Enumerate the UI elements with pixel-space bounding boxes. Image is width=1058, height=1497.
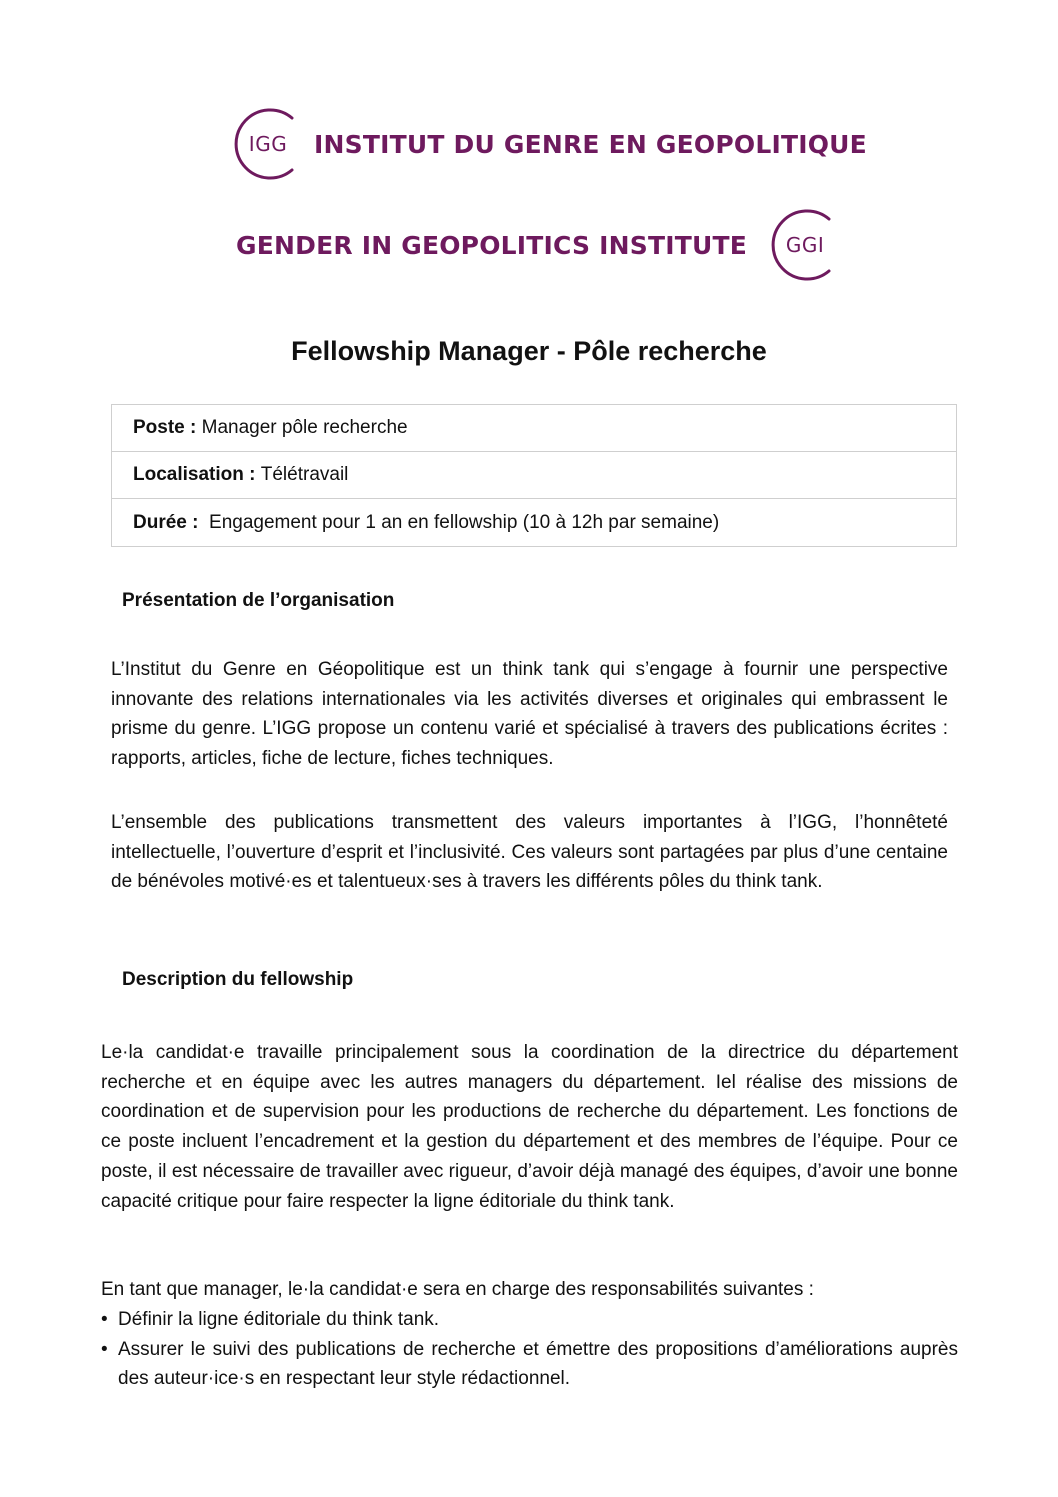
job-info-table <box>111 404 957 547</box>
logo-institut-fr <box>230 106 867 182</box>
info-label: Poste : <box>133 417 202 438</box>
info-value: Manager pôle recherche <box>201 417 408 438</box>
list-item <box>101 1305 958 1335</box>
igg-logo-icon <box>230 106 306 182</box>
info-row-duree <box>112 499 956 546</box>
info-value: Engagement pour 1 an en fellowship (10 à 12h par semaine) <box>203 511 720 533</box>
list-item-text: Définir la ligne éditoriale du think tank. <box>118 1309 440 1330</box>
bullet-icon: • <box>101 1309 108 1330</box>
paragraph-organisation-1: L’Institut du Genre en Géopolitique est un think tank qui s’engage à fournir une perspective innovante des relations internationales via les activités diverses et originales qui embrassent le prisme du genre. L’IGG propose un contenu varié et spécialisé à travers des publications écrites : rapports, articles, fiche de lecture, fiches techniques. <box>111 659 948 770</box>
logo-institute-en <box>236 207 843 283</box>
ggi-logo-icon <box>767 207 843 283</box>
page-title: Fellowship Manager - Pôle recherche <box>291 336 767 366</box>
logo-abbreviation: GGI <box>785 233 825 257</box>
bullet-icon: • <box>101 1338 108 1360</box>
info-label: Durée : <box>133 511 204 533</box>
list-item <box>101 1335 958 1394</box>
section-heading-organisation: Présentation de l’organisation <box>122 590 395 611</box>
info-row-poste <box>112 405 956 452</box>
paragraph-organisation-2: L’ensemble des publications transmettent des valeurs importantes à l’IGG, l’honnêteté intellectuelle, l’ouverture d’esprit et l’inclusivité. Ces valeurs sont partagées par plus d’une centaine de bénévoles motivé·es et talentueux·ses à travers les différents pôles du think tank. <box>111 812 948 893</box>
logo-abbreviation: IGG <box>248 132 288 156</box>
section-heading-fellowship: Description du fellowship <box>122 969 354 990</box>
logo-name: GENDER IN GEOPOLITICS INSTITUTE <box>236 230 748 260</box>
info-label: Localisation : <box>133 464 261 485</box>
list-item-text: Assurer le suivi des publications de recherche et émettre des propositions d’améliorations auprès des auteur·ice·s en respectant leur style rédactionnel. <box>118 1338 958 1390</box>
responsibilities-list <box>101 1305 958 1394</box>
info-value: Télétravail <box>260 464 349 485</box>
logo-name: INSTITUT DU GENRE EN GEOPOLITIQUE <box>314 129 867 159</box>
paragraph-fellowship-2: En tant que manager, le·la candidat·e sera en charge des responsabilités suivantes : <box>101 1279 814 1300</box>
paragraph-fellowship-1: Le·la candidat·e travaille principalement sous la coordination de la directrice du département recherche et en équipe avec les autres managers du département. Iel réalise des missions de coordination et de supervision pour les productions de recherche du département. Les fonctions de ce poste incluent l’encadrement et la gestion du département et des membres de l’équipe. Pour ce poste, il est nécessaire de travailler avec rigueur, d’avoir déjà managé des équipes, d’avoir une bonne capacité critique pour faire respecter la ligne éditoriale du think tank. <box>101 1042 958 1212</box>
info-row-localisation <box>112 452 956 499</box>
